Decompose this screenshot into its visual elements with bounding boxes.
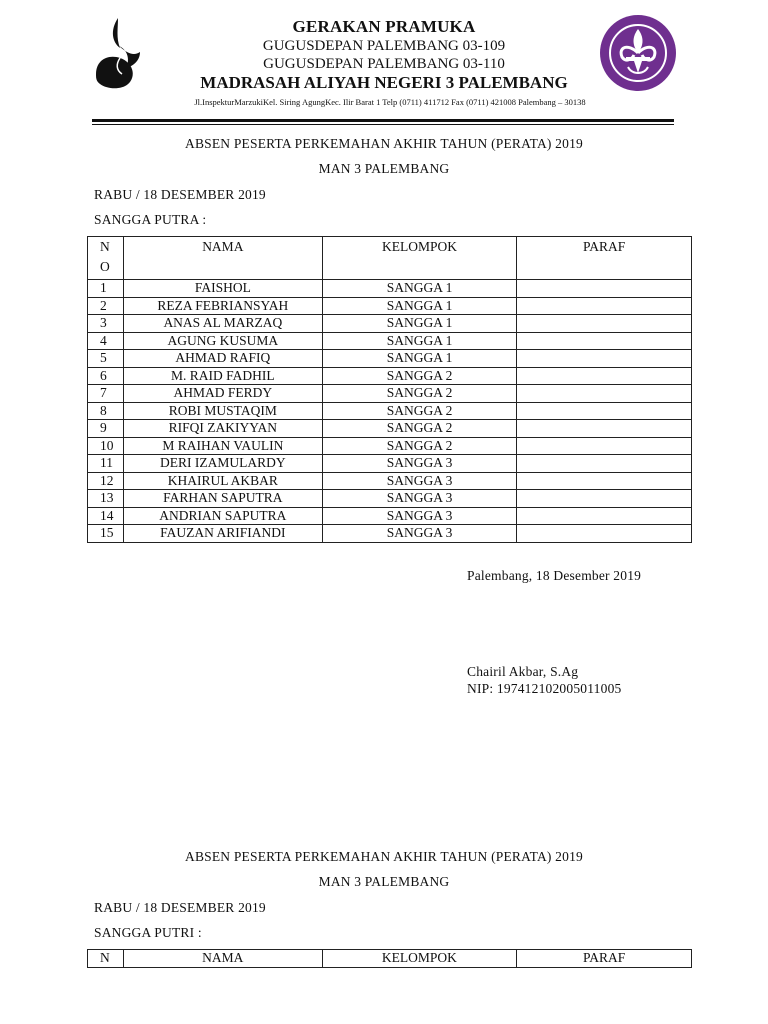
scout-fleur-de-lis-badge-icon xyxy=(598,13,678,93)
row-paraf-cell[interactable] xyxy=(517,490,692,508)
row-no: 3 xyxy=(88,315,124,333)
header-nama: NAMA xyxy=(123,950,322,968)
row-nama: ANDRIAN SAPUTRA xyxy=(123,507,322,525)
row-kelompok: SANGGA 1 xyxy=(322,297,517,315)
row-kelompok: SANGGA 3 xyxy=(322,472,517,490)
row-nama: M. RAID FADHIL xyxy=(123,367,322,385)
signature-nip: NIP: 197412102005011005 xyxy=(467,681,622,696)
row-no: 7 xyxy=(88,385,124,403)
row-kelompok: SANGGA 2 xyxy=(322,367,517,385)
row-nama: ROBI MUSTAQIM xyxy=(123,402,322,420)
table-row xyxy=(88,315,692,333)
table-row xyxy=(88,367,692,385)
signature-name: Chairil Akbar, S.Ag xyxy=(467,664,579,679)
row-no: 15 xyxy=(88,525,124,543)
row-paraf-cell[interactable] xyxy=(517,367,692,385)
header-no: N xyxy=(88,950,124,968)
row-nama: M RAIHAN VAULIN xyxy=(123,437,322,455)
row-paraf-cell[interactable] xyxy=(517,385,692,403)
row-no: 8 xyxy=(88,402,124,420)
row-kelompok: SANGGA 3 xyxy=(322,455,517,473)
attendance-table-putra xyxy=(87,236,692,543)
row-kelompok: SANGGA 2 xyxy=(322,385,517,403)
letterhead-divider-thin xyxy=(92,124,674,125)
row-kelompok: SANGGA 2 xyxy=(322,437,517,455)
table-row xyxy=(88,472,692,490)
row-no: 11 xyxy=(88,455,124,473)
row-kelompok: SANGGA 1 xyxy=(322,280,517,298)
row-nama: FARHAN SAPUTRA xyxy=(123,490,322,508)
row-nama: REZA FEBRIANSYAH xyxy=(123,297,322,315)
header-paraf: PARAF xyxy=(517,950,692,968)
row-paraf-cell[interactable] xyxy=(517,332,692,350)
row-no: 4 xyxy=(88,332,124,350)
table-header-row xyxy=(88,237,692,280)
table-row xyxy=(88,332,692,350)
row-nama: AHMAD FERDY xyxy=(123,385,322,403)
table-row xyxy=(88,385,692,403)
row-no: 13 xyxy=(88,490,124,508)
table-row xyxy=(88,455,692,473)
row-paraf-cell[interactable] xyxy=(517,437,692,455)
letterhead-gugusdepan-1: GUGUSDEPAN PALEMBANG 03-109 xyxy=(262,38,506,54)
row-no: 2 xyxy=(88,297,124,315)
section2-subtitle: MAN 3 PALEMBANG xyxy=(318,874,450,889)
row-nama: RIFQI ZAKIYYAN xyxy=(123,420,322,438)
table-row xyxy=(88,280,692,298)
row-kelompok: SANGGA 1 xyxy=(322,350,517,368)
row-no: 6 xyxy=(88,367,124,385)
attendance-table-putri xyxy=(87,949,692,968)
section2-date: RABU / 18 DESEMBER 2019 xyxy=(94,900,266,915)
row-nama: AHMAD RAFIQ xyxy=(123,350,322,368)
row-kelompok: SANGGA 1 xyxy=(322,332,517,350)
row-kelompok: SANGGA 3 xyxy=(322,525,517,543)
signature-place-date: Palembang, 18 Desember 2019 xyxy=(467,568,642,583)
letterhead-school-name: MADRASAH ALIYAH NEGERI 3 PALEMBANG xyxy=(200,73,568,92)
table-row xyxy=(88,507,692,525)
letterhead-divider-thick xyxy=(92,119,674,122)
section2-group: SANGGA PUTRI : xyxy=(94,925,202,940)
row-no: 5 xyxy=(88,350,124,368)
row-paraf-cell[interactable] xyxy=(517,507,692,525)
row-nama: ANAS AL MARZAQ xyxy=(123,315,322,333)
row-no: 14 xyxy=(88,507,124,525)
row-nama: AGUNG KUSUMA xyxy=(123,332,322,350)
row-kelompok: SANGGA 2 xyxy=(322,402,517,420)
row-paraf-cell[interactable] xyxy=(517,280,692,298)
letterhead-gugusdepan-2: GUGUSDEPAN PALEMBANG 03-110 xyxy=(263,56,505,72)
table-row xyxy=(88,525,692,543)
row-kelompok: SANGGA 1 xyxy=(322,315,517,333)
row-no: 10 xyxy=(88,437,124,455)
table-row xyxy=(88,402,692,420)
section1-date: RABU / 18 DESEMBER 2019 xyxy=(94,187,266,202)
table-row xyxy=(88,490,692,508)
header-paraf: PARAF xyxy=(517,237,692,280)
table-header-row xyxy=(88,950,692,968)
row-kelompok: SANGGA 2 xyxy=(322,420,517,438)
row-nama: FAUZAN ARIFIANDI xyxy=(123,525,322,543)
row-paraf-cell[interactable] xyxy=(517,420,692,438)
table-row xyxy=(88,420,692,438)
row-no: 12 xyxy=(88,472,124,490)
header-nama: NAMA xyxy=(123,237,322,280)
row-paraf-cell[interactable] xyxy=(517,297,692,315)
row-nama: DERI IZAMULARDY xyxy=(123,455,322,473)
row-paraf-cell[interactable] xyxy=(517,402,692,420)
row-kelompok: SANGGA 3 xyxy=(322,507,517,525)
letterhead-org-name: GERAKAN PRAMUKA xyxy=(292,17,476,36)
section1-title: ABSEN PESERTA PERKEMAHAN AKHIR TAHUN (PERATA) 2019 xyxy=(185,136,583,151)
row-paraf-cell[interactable] xyxy=(517,315,692,333)
row-nama: FAISHOL xyxy=(123,280,322,298)
table-row xyxy=(88,350,692,368)
row-kelompok: SANGGA 3 xyxy=(322,490,517,508)
letterhead-address: Jl.InspekturMarzukiKel. Siring AgungKec. Ilir Barat 1 Telp (0711) 411712 Fax (0711) 421008 Palembang – 30138 xyxy=(194,97,586,107)
header-no: N O xyxy=(88,237,124,280)
row-paraf-cell[interactable] xyxy=(517,525,692,543)
table-row xyxy=(88,437,692,455)
row-no: 9 xyxy=(88,420,124,438)
section1-group: SANGGA PUTRA : xyxy=(94,212,207,227)
row-paraf-cell[interactable] xyxy=(517,455,692,473)
section2-title: ABSEN PESERTA PERKEMAHAN AKHIR TAHUN (PERATA) 2019 xyxy=(185,849,583,864)
table-row xyxy=(88,297,692,315)
header-kelompok: KELOMPOK xyxy=(322,237,517,280)
tunas-kelapa-logo-icon xyxy=(92,16,144,92)
row-nama: KHAIRUL AKBAR xyxy=(123,472,322,490)
section1-subtitle: MAN 3 PALEMBANG xyxy=(318,161,450,176)
header-kelompok: KELOMPOK xyxy=(322,950,517,968)
row-no: 1 xyxy=(88,280,124,298)
row-paraf-cell[interactable] xyxy=(517,472,692,490)
row-paraf-cell[interactable] xyxy=(517,350,692,368)
